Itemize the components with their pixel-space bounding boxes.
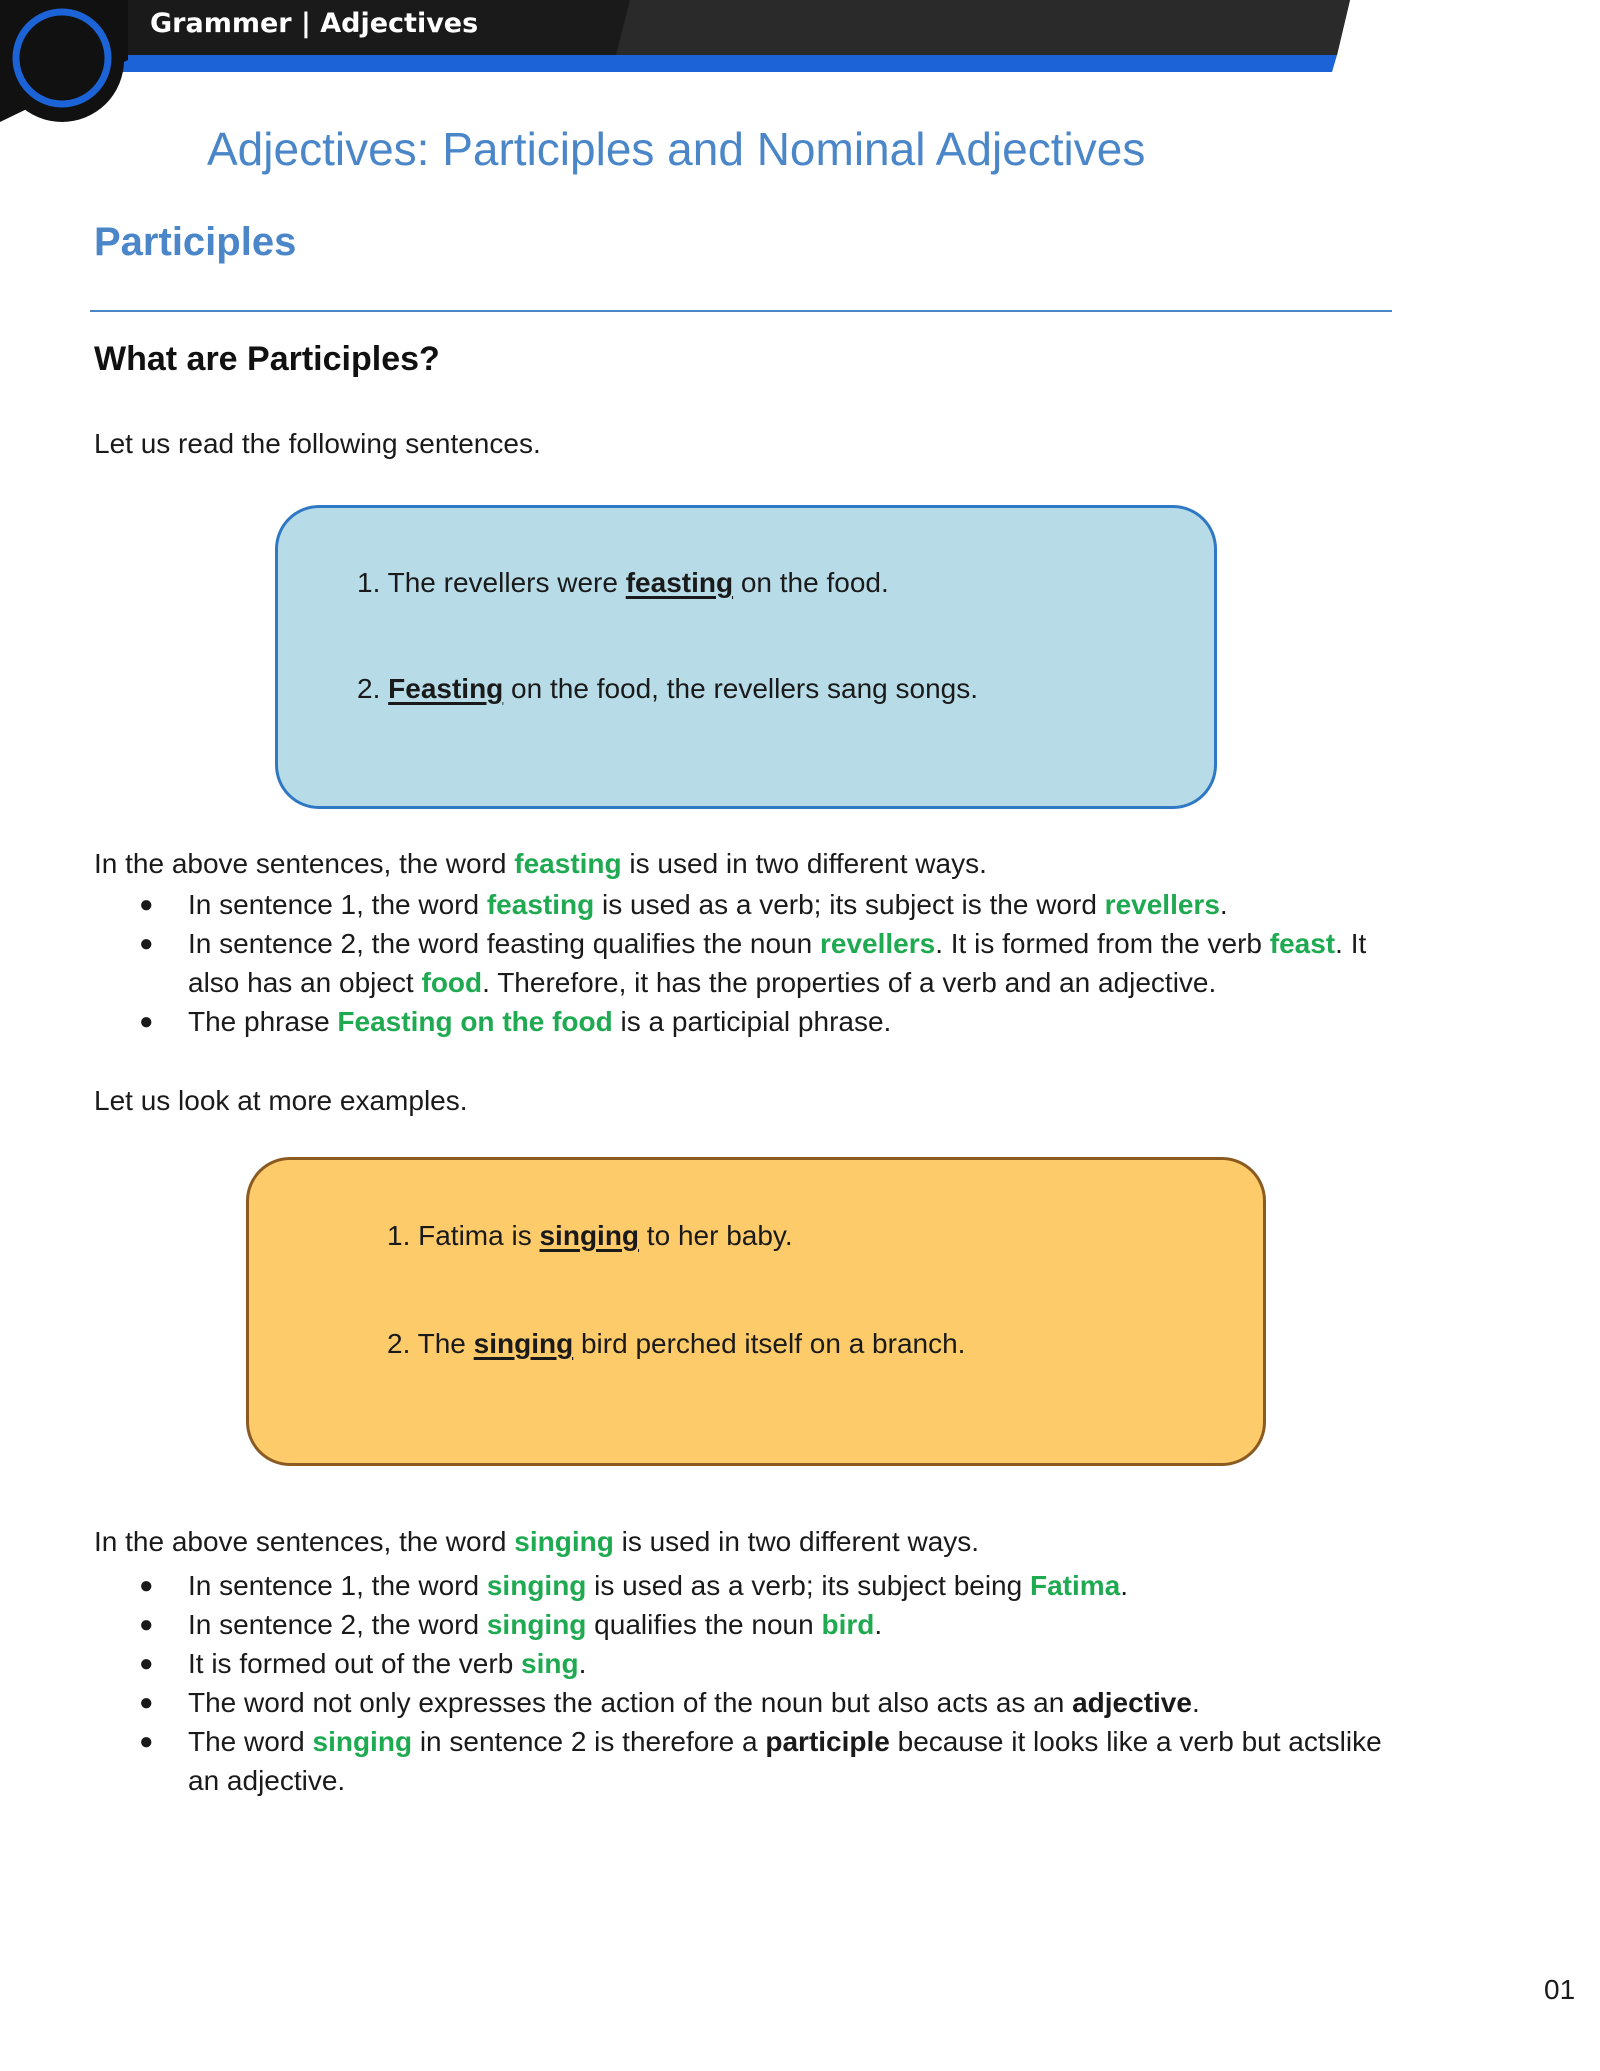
- example-box-singing: [246, 1157, 1266, 1466]
- explanation-paragraph-2: In the above sentences, the word singing is used in two different ways.: [94, 1526, 980, 1557]
- example-sentence-4: 2. The singing bird perched itself on a branch.: [387, 1328, 966, 1359]
- section-divider: [90, 310, 1392, 312]
- list-item-continuation: an adjective.: [188, 1765, 346, 1796]
- example-sentence-2: 2. Feasting on the food, the revellers sang songs.: [357, 673, 979, 704]
- list-item-continuation: also has an object food. Therefore, it has the properties of a verb and an adjective.: [188, 967, 1217, 998]
- intro-text-1: Let us read the following sentences.: [94, 428, 541, 459]
- highlighted-word: singing: [473, 1328, 574, 1359]
- list-item: ● The word singing in sentence 2 is therefore a participle because it looks like a verb but actslike: [139, 1726, 1382, 1757]
- page-number: 01: [1544, 1974, 1576, 2005]
- list-item: ● It is formed out of the verb sing.: [139, 1648, 587, 1679]
- explanation-list-2: [94, 1566, 1494, 1800]
- list-item: ● The phrase Feasting on the food is a participial phrase.: [139, 1006, 892, 1037]
- highlighted-word: Feasting: [388, 673, 504, 704]
- explanation-list-1: [94, 885, 1494, 1041]
- highlighted-word: feasting: [625, 567, 734, 598]
- example-sentence-3: 1. Fatima is singing to her baby.: [387, 1220, 793, 1251]
- list-item: ● In sentence 2, the word singing qualifies the noun bird.: [139, 1609, 883, 1640]
- section-title: Participles: [94, 220, 297, 264]
- example-sentence-1: 1. The revellers were feasting on the food.: [357, 567, 889, 598]
- example-box-feasting: [275, 505, 1217, 809]
- explanation-paragraph-1: In the above sentences, the word feasting is used in two different ways.: [94, 848, 987, 879]
- intro-text-2: Let us look at more examples.: [94, 1085, 468, 1116]
- highlighted-word: singing: [539, 1220, 640, 1251]
- header-title: Grammer | Adjectives: [150, 8, 479, 39]
- subsection-title: What are Participles?: [94, 340, 440, 378]
- list-item: ● In sentence 2, the word feasting qualifies the noun revellers. It is formed from the verb feast. It: [139, 928, 1367, 959]
- list-item: ● The word not only expresses the action of the noun but also acts as an adjective.: [139, 1687, 1200, 1718]
- list-item: ● In sentence 1, the word feasting is used as a verb; its subject is the word revellers.: [139, 889, 1228, 920]
- page-title: Adjectives: Participles and Nominal Adjectives: [207, 123, 1146, 175]
- list-item: ● In sentence 1, the word singing is used as a verb; its subject being Fatima.: [139, 1570, 1129, 1601]
